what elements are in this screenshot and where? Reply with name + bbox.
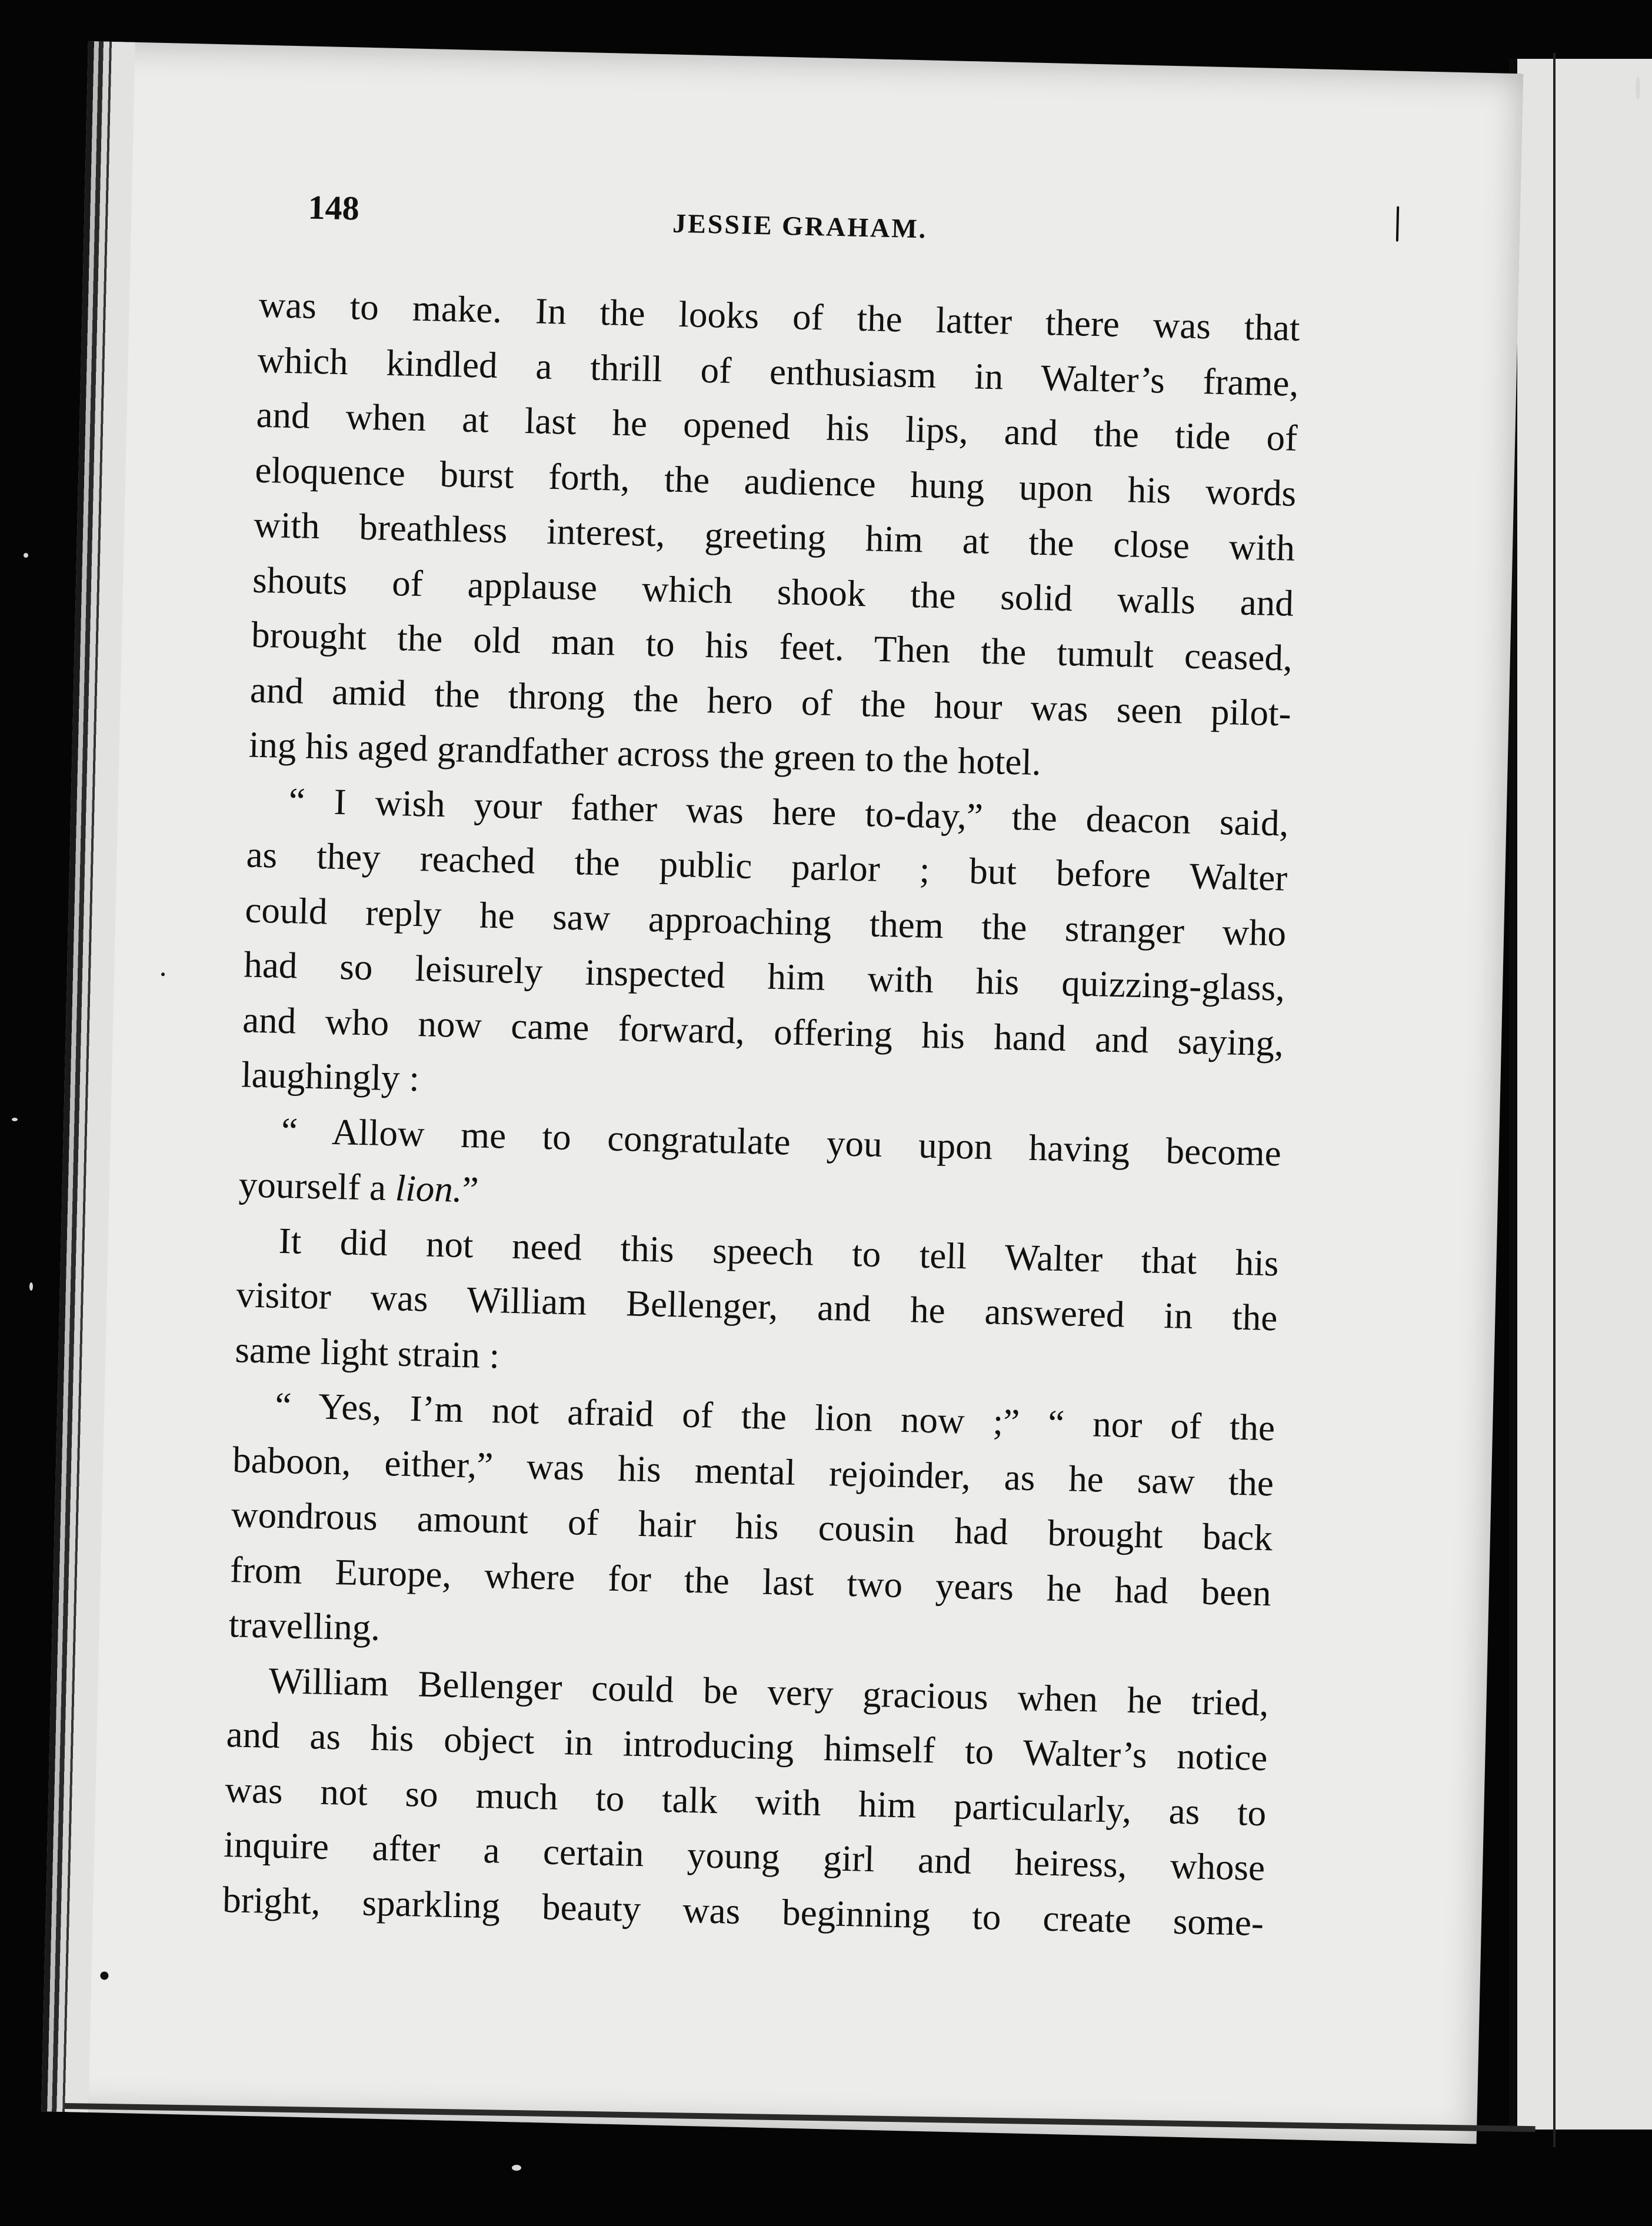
text-run: yourself a [238, 1164, 396, 1209]
scan-speck [29, 1282, 33, 1291]
text-line: wondrous amount of hair his cousin had brought back [231, 1494, 1273, 1559]
text-line: same light strain : [234, 1328, 500, 1376]
text-line: with breathless interest, greeting him at the close with [253, 504, 1295, 569]
body-text [222, 278, 1300, 1951]
text-line: could reply he saw approaching them the stranger who [244, 888, 1287, 954]
paragraph [241, 772, 1289, 1126]
text-line: as they reached the public parlor ; but before Walter [245, 834, 1288, 899]
text-line: eloquence burst forth, the audience hung upon his words [254, 449, 1297, 514]
text-line: and as his object in introducing himself to Walter’s notice [225, 1714, 1268, 1779]
italic-word: lion. [395, 1167, 463, 1210]
text-line: visitor was William Bellenger, and he answered in the [235, 1274, 1278, 1339]
text-line: “ Allow me to congratulate you upon having become [281, 1109, 1282, 1174]
text-line: “ Yes, I’m not afraid of the lion now ;” “ nor of the [274, 1384, 1275, 1449]
text-line: inquire after a certain young girl and heiress, whose [223, 1824, 1265, 1889]
page-header [307, 188, 1073, 275]
running-title: JESSIE GRAHAM. [672, 208, 928, 244]
text-line: It did not need this speech to tell Walter that his [278, 1219, 1280, 1284]
text-line: which kindled a thrill of enthusiasm in Walter’s frame, [257, 339, 1300, 404]
text-line: shouts of applause which shook the solid walls and [252, 559, 1294, 624]
text-line: and who now came forward, offering his hand and saying, [242, 998, 1284, 1064]
text-line: and amid the throng the hero of the hour was seen pilot- [249, 669, 1292, 734]
text-line: had so leisurely inspected him with his quizzing-glass, [243, 944, 1285, 1009]
text-line: baboon, either,” was his mental rejoinder, as he saw the [232, 1438, 1274, 1504]
paragraph [228, 1377, 1275, 1676]
page-number: 148 [307, 188, 360, 228]
facing-page-edge [1509, 59, 1652, 2130]
scan-speck [161, 972, 165, 976]
paragraph [248, 278, 1301, 796]
paragraph [222, 1652, 1269, 1951]
text-line: travelling. [228, 1604, 381, 1648]
text-line: and when at last he opened his lips, and the tide of [255, 394, 1298, 459]
text-line: ing his aged grandfather across the green to the hotel. [248, 724, 1042, 784]
scan-speck [24, 553, 28, 558]
text-line: from Europe, where for the last two years he had been [229, 1548, 1272, 1614]
scan-speck [512, 2165, 521, 2171]
scan-speck [1396, 206, 1399, 242]
text-line: “ I wish your father was here to-day,” the deacon said, [288, 779, 1290, 844]
book-page [41, 41, 1523, 2144]
closing-quote: ” [461, 1168, 479, 1211]
text-line: was not so much to talk with him particularly, as to [224, 1768, 1267, 1834]
facing-page-fold [1553, 53, 1556, 2147]
text-line: brought the old man to his feet. Then the tumult ceased, [251, 614, 1293, 679]
text-line: laughingly : [241, 1054, 420, 1099]
binding-gutter [41, 41, 135, 2112]
scan-speck [100, 1971, 108, 1980]
text-line: William Bellenger could be very gracious when he tried, [268, 1659, 1270, 1724]
scan-speck [1636, 76, 1640, 100]
text-line: bright, sparkling beauty was beginning to create some- [222, 1878, 1264, 1944]
text-line: was to make. In the looks of the latter there was that [258, 284, 1301, 349]
scan-speck [12, 1118, 18, 1121]
paragraph [235, 1212, 1280, 1401]
